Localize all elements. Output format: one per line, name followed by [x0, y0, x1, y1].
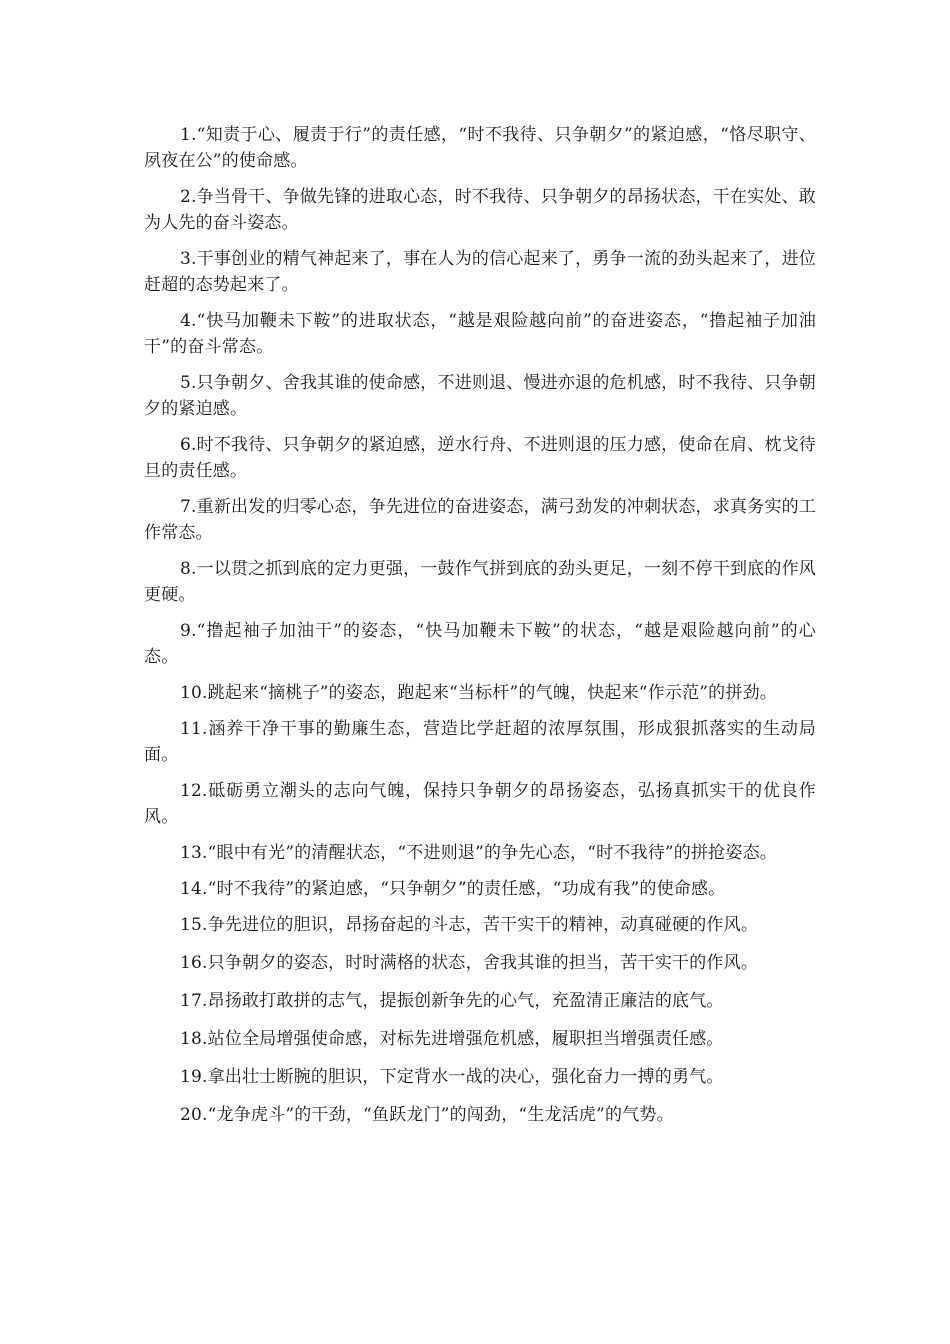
list-item: 13.“眼中有光”的清醒状态，“不进则退”的争先心态，“时不我待”的拼抢姿态。 — [180, 843, 777, 863]
list-item: 15.争先进位的胆识，昂扬奋起的斗志，苦干实干的精神，动真碰硬的作风。 — [180, 915, 759, 935]
list-item: 11.涵养干净干事的勤廉生态，营造比学赶超的浓厚氛围，形成狠抓落实的生动局面。 — [144, 719, 816, 765]
list-item: 2.争当骨干、争做先锋的进取心态，时不我待、只争朝夕的昂扬状态，干在实处、敢为人先的奋斗姿态。 — [144, 187, 816, 233]
list-item: 16.只争朝夕的姿态，时时满格的状态，舍我其谁的担当，苦干实干的作风。 — [180, 953, 759, 973]
list-item: 20.“龙争虎斗”的干劲，“鱼跃龙门”的闯劲，“生龙活虎”的气势。 — [180, 1105, 674, 1125]
list-item: 9.“撸起袖子加油干”的姿态，“快马加鞭未下鞍”的状态，“越是艰险越向前”的心态。 — [144, 621, 816, 667]
list-item: 19.拿出壮士断腕的胆识，下定背水一战的决心，强化奋力一搏的勇气。 — [180, 1067, 724, 1087]
list-item: 7.重新出发的归零心态，争先进位的奋进姿态，满弓劲发的冲刺状态，求真务实的工作常态。 — [144, 497, 816, 543]
list-item: 18.站位全局增强使命感，对标先进增强危机感，履职担当增强责任感。 — [180, 1029, 724, 1049]
list-item: 1.“知责于心、履责于行”的责任感，“时不我待、只争朝夕”的紧迫感，“恪尽职守、夙夜在公”的使命感。 — [144, 125, 816, 171]
list-item: 3.干事创业的精气神起来了，事在人为的信心起来了，勇争一流的劲头起来了，进位赶超的态势起来了。 — [144, 249, 816, 295]
list-item: 8.一以贯之抓到底的定力更强，一鼓作气拼到底的劲头更足，一刻不停干到底的作风更硬。 — [144, 559, 816, 605]
list-item: 14.“时不我待”的紧迫感，“只争朝夕”的责任感，“功成有我”的使命感。 — [180, 879, 726, 899]
list-item: 4.“快马加鞭未下鞍”的进取状态，“越是艰险越向前”的奋进姿态，“撸起袖子加油干”的奋斗常态。 — [144, 311, 816, 357]
list-item: 10.跳起来“摘桃子”的姿态，跑起来“当标杆”的气魄，快起来“作示范”的拼劲。 — [180, 683, 777, 703]
list-item: 17.昂扬敢打敢拼的志气，提振创新争先的心气，充盈清正廉洁的底气。 — [180, 991, 724, 1011]
list-item: 5.只争朝夕、舍我其谁的使命感，不进则退、慢进亦退的危机感，时不我待、只争朝夕的紧迫感。 — [144, 373, 816, 419]
list-item: 12.砥砺勇立潮头的志向气魄，保持只争朝夕的昂扬姿态，弘扬真抓实干的优良作风。 — [144, 781, 816, 827]
list-item: 6.时不我待、只争朝夕的紧迫感，逆水行舟、不进则退的压力感，使命在肩、枕戈待旦的责任感。 — [144, 435, 816, 481]
document-body — [144, 122, 816, 1140]
